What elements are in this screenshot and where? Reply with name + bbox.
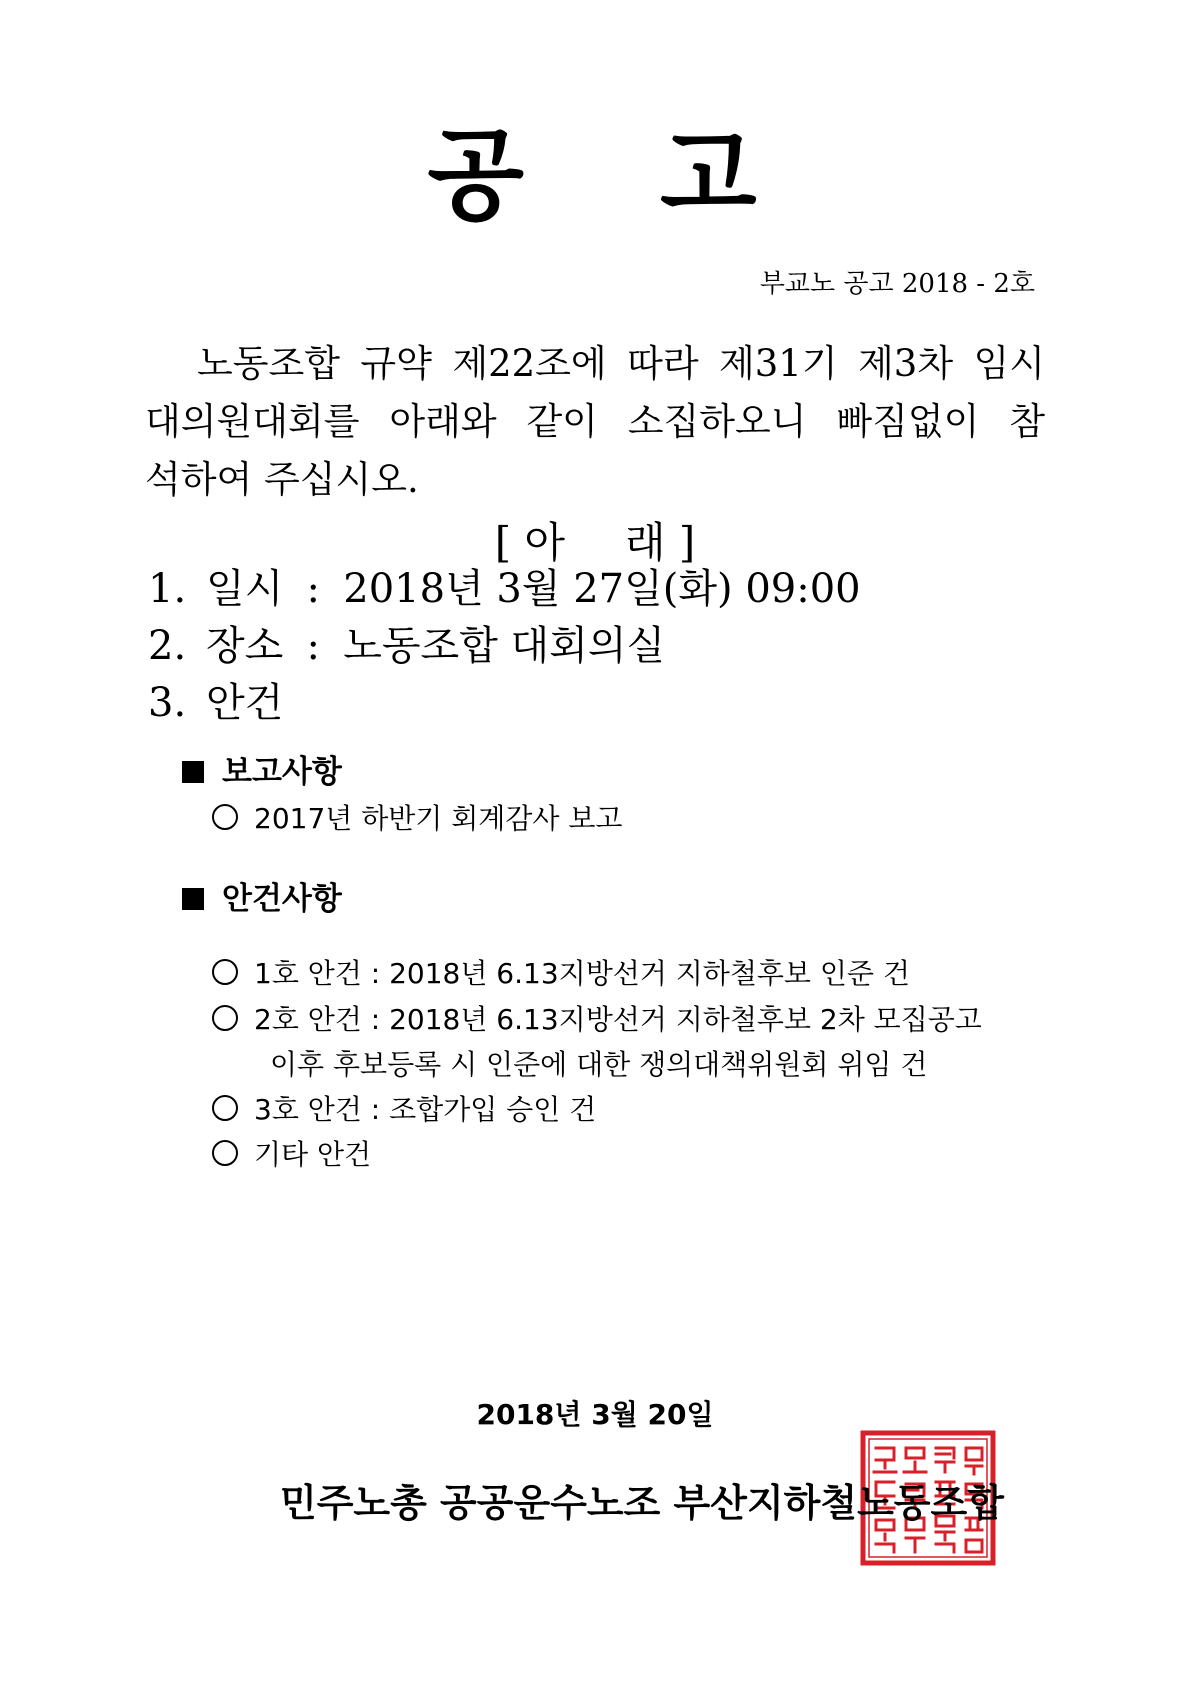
intro-line-1: 노동조합 규약 제22조에 따라 제31기 제3차 임시 [197, 342, 1045, 385]
circle-bullet-icon [212, 1095, 238, 1121]
item-datetime [148, 557, 861, 614]
agenda-entry: 2호 안건 : 2018년 6.13지방선거 지하철후보 2차 모집공고 [212, 998, 982, 1038]
item-label: 일시 [206, 566, 284, 612]
item-number: 2. [148, 623, 187, 669]
black-square-icon [182, 888, 204, 910]
item-label: 장소 [206, 623, 284, 669]
agenda-entry: 기타 안건 [212, 1133, 371, 1173]
organization-name: 민주노총 공공운수노조 부산지하철노동조합 [280, 1481, 1004, 1525]
document-title [0, 95, 1190, 239]
black-square-icon [182, 761, 204, 783]
report-entry: 2017년 하반기 회계감사 보고 [212, 797, 622, 837]
issue-date: 2018년 3월 20일 [476, 1398, 714, 1431]
section-heading-open: [ 아 [494, 518, 565, 567]
item-colon: : [306, 566, 321, 612]
item-label: 안건 [206, 680, 284, 726]
item-value: 노동조합 대회의실 [343, 623, 666, 669]
agenda-entry: 3호 안건 : 조합가입 승인 건 [212, 1088, 596, 1128]
notice-number: 부교노 공고 2018 - 2호 [759, 269, 1035, 299]
intro-line-2: 대의원대회를 아래와 같이 소집하오니 빠짐없이 참 [145, 400, 1045, 443]
item-colon: : [306, 623, 321, 669]
agenda-section-heading: 안건사항 [182, 873, 342, 918]
item-value: 2018년 3월 27일(화) 09:00 [343, 566, 861, 612]
item-location [148, 614, 665, 671]
item-number: 1. [148, 566, 187, 612]
agenda-entry-continuation: 이후 후보등록 시 인준에 대한 쟁의대책위원회 위임 건 [270, 1048, 928, 1081]
title-char-2: 고 [660, 116, 763, 234]
agenda-entry: 1호 안건 : 2018년 6.13지방선거 지하철후보 인준 건 [212, 952, 910, 992]
item-agenda [148, 671, 283, 728]
circle-bullet-icon [212, 1005, 238, 1031]
section-heading-close: 래 ] [625, 518, 696, 567]
intro-paragraph [145, 335, 1045, 509]
item-number: 3. [148, 680, 187, 726]
intro-line-3: 석하여 주십시오. [145, 458, 419, 501]
circle-bullet-icon [212, 959, 238, 985]
title-char-1: 공 [427, 116, 530, 234]
report-section-heading: 보고사항 [182, 746, 342, 791]
circle-bullet-icon [212, 1140, 238, 1166]
circle-bullet-icon [212, 804, 238, 830]
